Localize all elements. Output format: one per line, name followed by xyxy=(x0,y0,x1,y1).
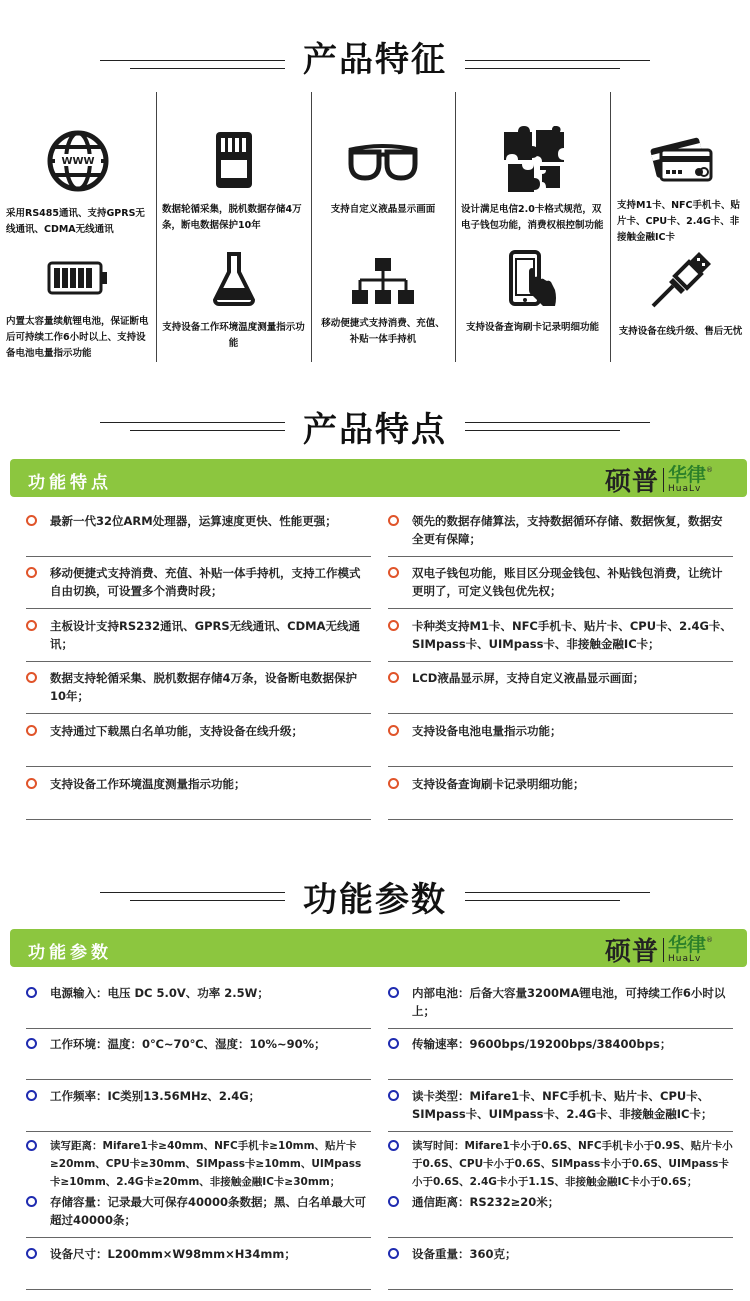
hierarchy-icon xyxy=(352,258,414,306)
bullet-icon xyxy=(388,515,399,526)
svg-text:WWW: WWW xyxy=(61,156,95,167)
feature-text: 支持设备在线升级、售后无忧 xyxy=(618,326,743,337)
list-item xyxy=(388,722,733,740)
feature-column-4 xyxy=(455,92,610,362)
list-item xyxy=(388,1035,733,1053)
item-text: 工作频率：IC类别13.56MHz、2.4G； xyxy=(50,1089,261,1103)
section2-header xyxy=(0,402,750,451)
battery-icon xyxy=(47,260,109,296)
list-item xyxy=(26,1087,371,1105)
item-text: 双电子钱包功能，账目区分现金钱包、补贴钱包消费，让统计更明了，可定义钱包优先权； xyxy=(412,566,723,598)
feature-column-5 xyxy=(611,92,750,362)
item-text: 支持设备查询刷卡记录明细功能； xyxy=(412,777,585,791)
bullet-icon xyxy=(388,778,399,789)
bullet-icon xyxy=(26,987,37,998)
feature-item xyxy=(156,130,311,234)
title-line-right-2 xyxy=(460,430,620,431)
logo-registered: ® xyxy=(706,465,713,474)
title-line-right-2 xyxy=(460,900,620,901)
item-underline xyxy=(388,1237,733,1238)
section3-header xyxy=(0,872,750,921)
feature-text: 采用RS485通讯、支持GPRS无线通讯、CDMA无线通讯 xyxy=(6,208,145,235)
item-text: 电源输入：电压 DC 5.0V、功率 2.5W； xyxy=(50,986,269,1000)
list-item xyxy=(26,1193,371,1229)
logo-separator xyxy=(663,468,664,492)
list-item xyxy=(388,617,733,653)
list-item xyxy=(388,1193,733,1211)
item-text: 支持通过下载黑白名单功能，支持设备在线升级； xyxy=(50,724,303,738)
logo-separator xyxy=(663,938,664,962)
brand-logo xyxy=(605,461,713,498)
feature-item xyxy=(455,250,610,336)
feature-text: 数据轮循采集，脱机数据存储4万条，断电数据保护10年 xyxy=(162,204,302,231)
logo-cn: 硕普 xyxy=(604,467,659,497)
item-underline xyxy=(26,819,371,820)
list-item xyxy=(388,512,733,548)
item-text: 存储容量：记录最大可保存40000条数据；黑、白名单最大可超过40000条； xyxy=(50,1195,367,1227)
item-text: 移动便捷式支持消费、充值、补贴一体手持机，支持工作模式自由切换，可设置多个消费时段； xyxy=(50,566,361,598)
puzzle-icon xyxy=(500,126,566,192)
feature-text: 设计满足电信2.0卡格式规范，双电子钱包功能，消费权根控制功能 xyxy=(461,204,604,231)
bullet-icon xyxy=(388,1090,399,1101)
feature-item xyxy=(455,126,610,234)
feature-text: 支持自定义液晶显示画面 xyxy=(330,204,436,215)
item-text: 设备尺寸：L200mm×W98mm×H34mm； xyxy=(50,1247,296,1261)
item-underline xyxy=(388,1131,733,1132)
feature-item xyxy=(156,252,311,352)
list-item xyxy=(26,1245,371,1263)
list-item xyxy=(26,512,371,530)
bullet-icon xyxy=(388,567,399,578)
glasses-icon xyxy=(345,142,421,184)
list-item xyxy=(388,669,733,687)
bullet-icon xyxy=(388,1196,399,1207)
bullet-icon xyxy=(26,725,37,736)
logo-brand-cn: 华律 xyxy=(667,933,706,956)
title-line-left xyxy=(100,60,290,61)
logo-registered: ® xyxy=(706,935,713,944)
bullet-icon xyxy=(26,1248,37,1259)
item-underline xyxy=(26,608,371,609)
item-text: 读卡类型：Mifare1卡、NFC手机卡、贴片卡、CPU卡、SIMpass卡、UIMpass卡、2.4G卡、非接触金融IC卡； xyxy=(412,1089,713,1121)
item-text: 数据支持轮循采集、脱机数据存储4万条，设备断电数据保护10年； xyxy=(50,671,357,703)
list-item xyxy=(26,984,371,1002)
list-item xyxy=(388,1245,733,1263)
bullet-icon xyxy=(26,1090,37,1101)
list-item xyxy=(388,1137,733,1191)
item-text: 读写时间：Mifare1卡小于0.6S、NFC手机卡小于0.9S、贴片卡小于0.6S、CPU卡小于0.6S、SIMpass卡小于0.6S、UIMpass卡小于0.6S、2.4G卡小于1.1S、非接触金融IC卡小于0.6S； xyxy=(412,1140,733,1188)
feature-text: 移动便捷式支持消费、充值、补贴一体手持机 xyxy=(321,318,445,345)
item-underline xyxy=(388,556,733,557)
section1-header xyxy=(0,32,750,81)
item-text: 通信距离：RS232≥20米； xyxy=(412,1195,560,1209)
item-text: 主板设计支持RS232通讯、GPRS无线通讯、CDMA无线通讯； xyxy=(50,619,360,651)
list-item xyxy=(388,775,733,793)
item-underline xyxy=(388,819,733,820)
item-underline xyxy=(388,1079,733,1080)
item-underline xyxy=(388,661,733,662)
list-item xyxy=(26,564,371,600)
www-globe-icon xyxy=(45,130,111,192)
item-underline xyxy=(26,1079,371,1080)
item-underline xyxy=(388,1289,733,1290)
list-item xyxy=(26,722,371,740)
feature-text: 内置太容量续航锂电池，保证断电后可持续工作6小时以上、支持设备电池电量指示功能 xyxy=(6,316,149,359)
list-item xyxy=(388,564,733,600)
item-text: 传输速率：9600bps/19200bps/38400bps； xyxy=(412,1037,672,1051)
bullet-icon xyxy=(26,1140,37,1151)
item-text: 支持设备工作环境温度测量指示功能； xyxy=(50,777,246,791)
feature-item xyxy=(311,142,455,218)
sd-card-icon xyxy=(214,130,254,188)
bullet-icon xyxy=(26,1038,37,1049)
logo-brand xyxy=(667,463,706,494)
title-line-right xyxy=(460,422,650,423)
list-item xyxy=(26,617,371,653)
feature-column-3 xyxy=(311,92,455,362)
item-underline xyxy=(26,1289,371,1290)
list-item xyxy=(388,1087,733,1123)
title-line-left-2 xyxy=(130,68,290,69)
feature-column-1 xyxy=(0,92,156,362)
item-text: 领先的数据存储算法，支持数据循环存储、数据恢复，数据安全更有保障； xyxy=(412,514,723,546)
title-line-right-2 xyxy=(460,68,620,69)
item-underline xyxy=(26,1237,371,1238)
item-underline xyxy=(26,766,371,767)
bullet-icon xyxy=(388,1140,399,1151)
bullet-icon xyxy=(26,672,37,683)
item-text: 最新一代32位ARM处理器，运算速度更快、性能更强； xyxy=(50,514,337,528)
list-item xyxy=(26,775,371,793)
item-text: 设备重量：360克； xyxy=(412,1247,517,1261)
item-text: 读写距离：Mifare1卡≥40mm、NFC手机卡≥10mm、贴片卡≥20mm、CPU卡≥30mm、SIMpass卡≥10mm、UIMpass卡≥10mm、2.4G卡≥20mm、非接触金融IC卡≥30mm； xyxy=(50,1140,362,1188)
item-underline xyxy=(26,661,371,662)
feature-text: 支持M1卡、NFC手机卡、贴片卡、CPU卡、2.4G卡、非接触金融IC卡 xyxy=(617,200,740,243)
item-underline xyxy=(388,608,733,609)
title-line-left xyxy=(100,892,290,893)
title-line-right xyxy=(460,60,650,61)
param-bar-title: 功能参数 xyxy=(28,943,112,963)
title-line-left-2 xyxy=(130,900,290,901)
item-text: 支持设备电池电量指示功能； xyxy=(412,724,562,738)
bullet-icon xyxy=(388,725,399,736)
section2-title: 产品特点 xyxy=(285,402,465,451)
flask-icon xyxy=(211,252,257,306)
list-item xyxy=(388,984,733,1020)
item-underline xyxy=(388,1028,733,1029)
feature-text: 支持设备工作环境温度测量指示功能 xyxy=(162,322,305,349)
feature-bar-title: 功能特点 xyxy=(28,473,112,493)
feature-item xyxy=(0,130,156,238)
bullet-icon xyxy=(388,672,399,683)
bullet-icon xyxy=(26,567,37,578)
item-text: LCD液晶显示屏，支持自定义液晶显示画面； xyxy=(412,671,645,685)
bullet-icon xyxy=(26,1196,37,1207)
item-text: 内部电池：后备大容量3200MA锂电池，可持续工作6小时以上； xyxy=(412,986,726,1018)
section1-title: 产品特征 xyxy=(285,32,465,81)
usb-plug-icon xyxy=(651,252,711,308)
bullet-icon xyxy=(388,1248,399,1259)
item-underline xyxy=(26,556,371,557)
logo-brand xyxy=(667,933,706,964)
feature-column-2 xyxy=(156,92,311,362)
feature-item xyxy=(0,260,156,362)
bullet-icon xyxy=(388,987,399,998)
param-bar xyxy=(10,929,747,967)
item-text: 工作环境：温度：0℃~70℃、湿度：10%~90%； xyxy=(50,1037,326,1051)
feature-item xyxy=(611,252,750,340)
item-text: 卡种类支持M1卡、NFC手机卡、贴片卡、CPU卡、2.4G卡、SIMpass卡、UIMpass卡、非接触金融IC卡； xyxy=(412,619,732,651)
item-underline xyxy=(26,1028,371,1029)
feature-grid xyxy=(0,92,750,362)
title-line-left xyxy=(100,422,290,423)
item-underline xyxy=(26,713,371,714)
list-item xyxy=(26,669,371,705)
item-underline xyxy=(26,1131,371,1132)
feature-item xyxy=(611,132,750,246)
logo-brand-en: HuaLv xyxy=(667,483,702,494)
logo-brand-cn: 华律 xyxy=(667,463,706,486)
logo-brand-en: HuaLv xyxy=(667,953,702,964)
bullet-icon xyxy=(388,620,399,631)
section3-title: 功能参数 xyxy=(285,872,465,921)
cards-icon xyxy=(649,132,713,184)
feature-bar xyxy=(10,459,747,497)
list-item xyxy=(26,1035,371,1053)
list-item xyxy=(26,1137,371,1191)
feature-text: 支持设备查询刷卡记录明细功能 xyxy=(465,322,599,333)
phone-touch-icon xyxy=(507,250,559,308)
brand-logo xyxy=(605,931,713,968)
item-underline xyxy=(388,713,733,714)
bullet-icon xyxy=(26,620,37,631)
item-underline xyxy=(388,766,733,767)
title-line-right xyxy=(460,892,650,893)
logo-cn: 硕普 xyxy=(604,937,659,967)
bullet-icon xyxy=(26,515,37,526)
title-line-left-2 xyxy=(130,430,290,431)
bullet-icon xyxy=(388,1038,399,1049)
feature-item xyxy=(311,258,455,348)
bullet-icon xyxy=(26,778,37,789)
